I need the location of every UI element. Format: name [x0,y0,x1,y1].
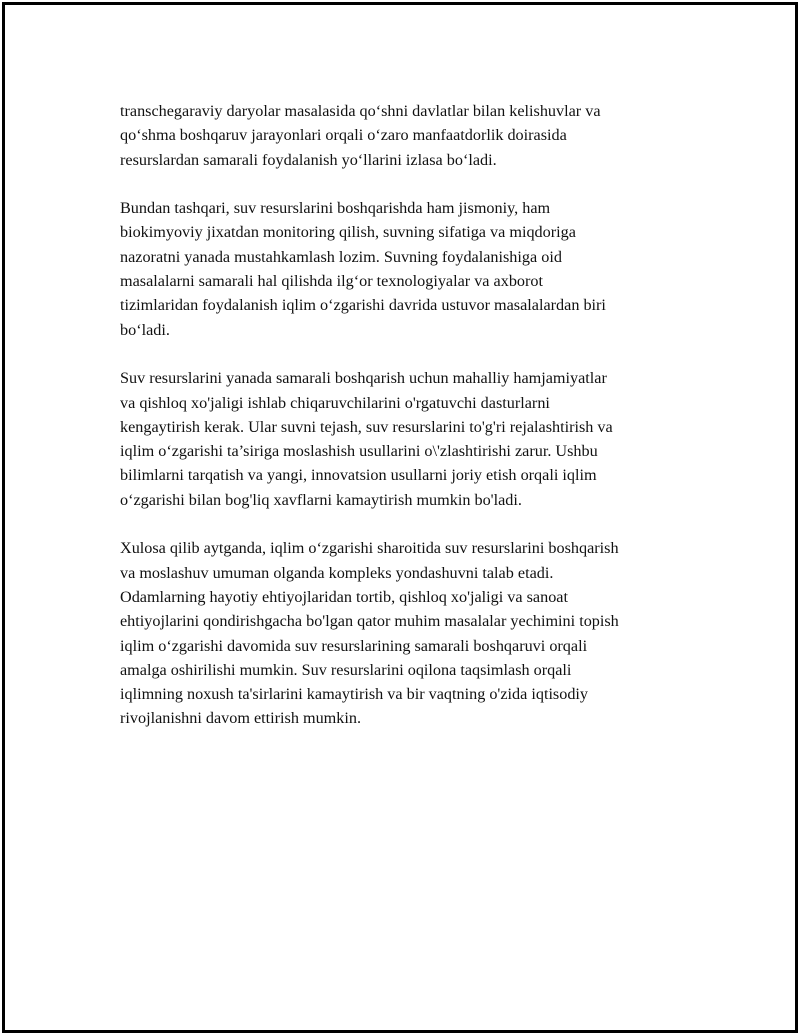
page-border [2,2,798,1033]
paragraph-1: transchegaraviy daryolar masalasida qo‘shni davlatlar bilan kelishuvlar va qo‘shma boshqaruv jarayonlari orqali o‘zaro manfaatdorlik doirasida resurslardan samarali foydalanish yo‘llarini izlasa bo‘ladi. [120,102,601,169]
paragraph-4: Xulosa qilib aytganda, iqlim o‘zgarishi sharoitida suv resurslarini boshqarish va moslashuv umuman olganda kompleks yondashuvni talab etadi. Odamlarning hayotiy ehtiyojlaridan tortib, qishloq xo'jaligi va sanoat ehtiyojlarini qondirishgacha bo'lgan qator muhim masalalar yechimini topish iqlim o‘zgarishi davomida suv resurslarining samarali boshqaruvi orqali amalga oshirilishi mumkin. Suv resurslarini oqilona taqsimlash orqali iqlimning noxush ta'sirlarini kamaytirish va bir vaqtning o'zida iqtisodiy rivojlanishni davom ettirish mumkin. [120,539,619,728]
paragraph-3: Suv resurslarini yanada samarali boshqarish uchun mahalliy hamjamiyatlar va qishloq xo'jaligi ishlab chiqaruvchilarini o'rgatuvchi dasturlarni kengaytirish kerak. Ular suvni tejash, suv resurslarini to'g'ri rejalashtirish va iqlim o‘zgarishi ta’siriga moslashish usullarini o\'zlashtirishi zarur. Ushbu bilimlarni tarqatish va yangi, innovatsion usullarni joriy etish orqali iqlim o‘zgarishi bilan bog'liq xavflarni kamaytirish mumkin bo'ladi. [120,369,613,509]
paragraph-2: Bundan tashqari, suv resurslarini boshqarishda ham jismoniy, ham biokimyoviy jixatdan monitoring qilish, suvning sifatiga va miqdoriga nazoratni yanada mustahkamlash lozim. Suvning foydalanishiga oid masalalarni samarali hal qilishda ilg‘or texnologiyalar va axborot tizimlaridan foydalanish iqlim o‘zgarishi davrida ustuvor masalalardan biri bo‘ladi. [120,199,606,339]
document-body [120,99,695,755]
